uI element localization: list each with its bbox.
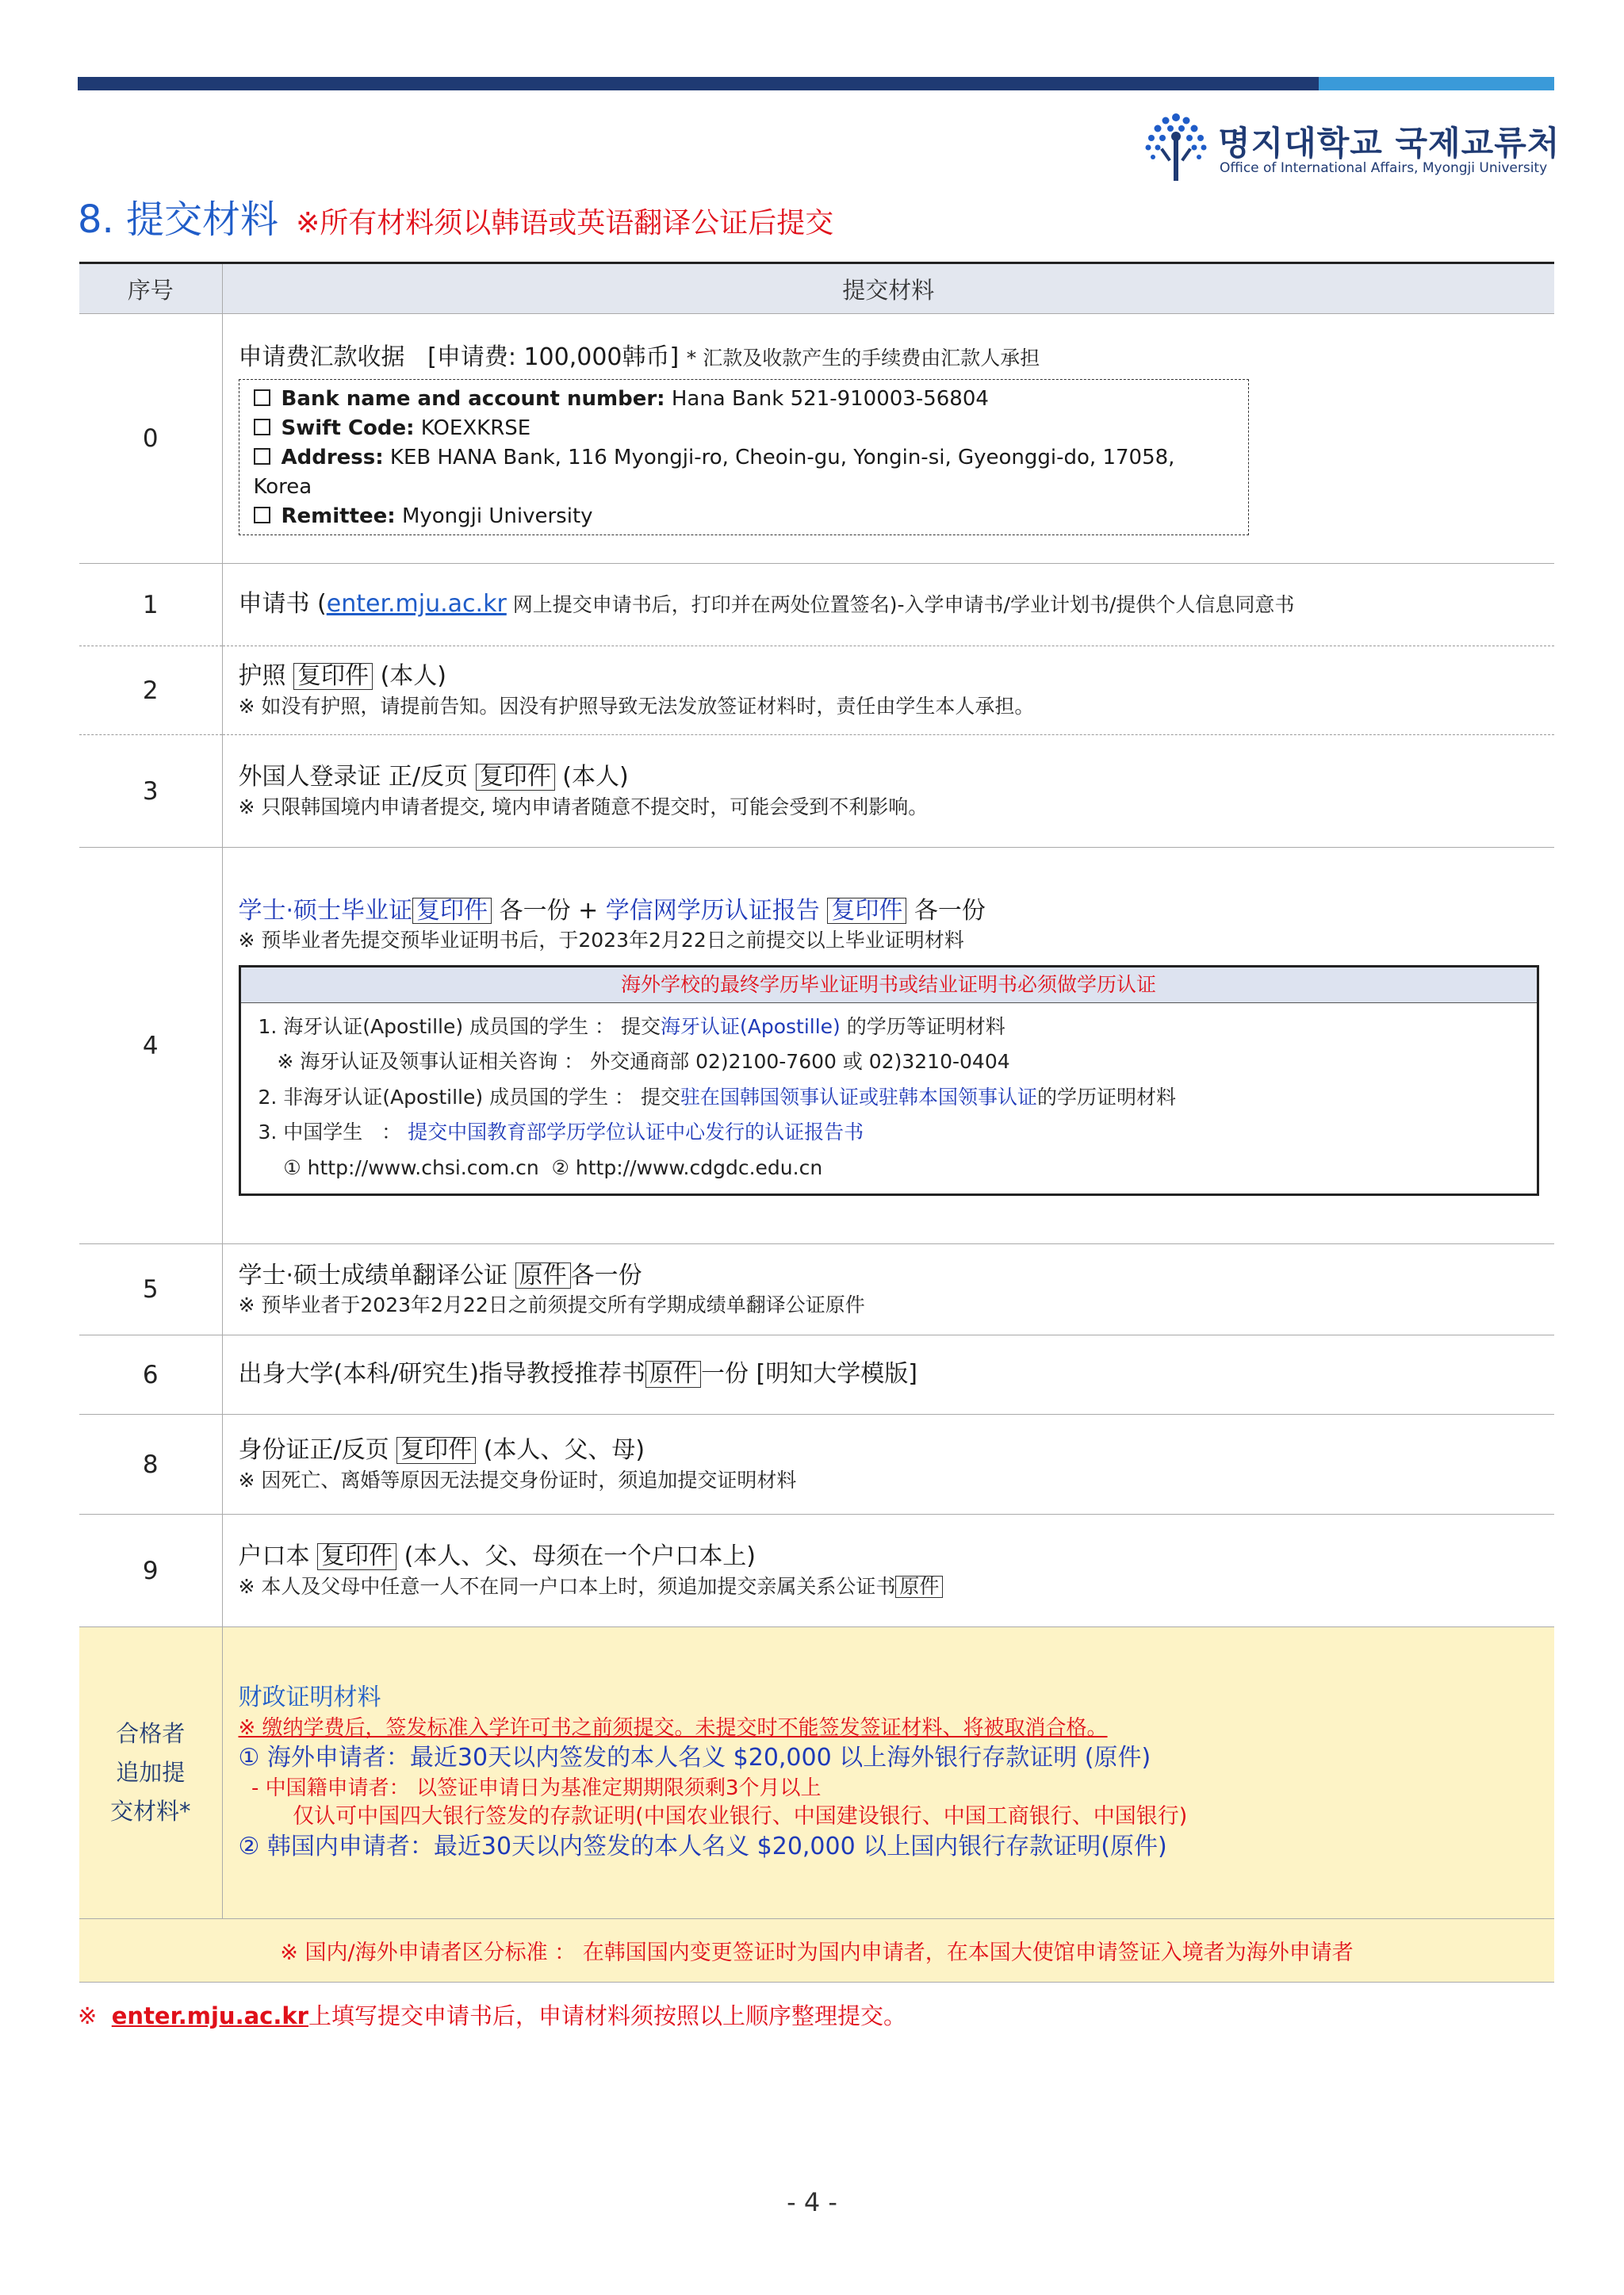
classification-note: ※ 国内/海外申请者区分标准 ： 在韩国国内变更签证时为国内申请者，在本国大使馆申请签证入境者为海外申请者: [79, 1919, 1554, 1983]
logo-english-text: Office of International Affairs, Myongji University: [1220, 160, 1548, 176]
row-number: 4: [79, 848, 222, 1244]
top-bar: [78, 77, 1554, 90]
row-content: 学士·硕士毕业证 复印件 各一份 + 学信网学历认证报告 复印件 各一份 ※ 预毕业者先提交预毕业证明书后，于2023年2月22日之前提交以上毕业证明材料 海外学校的最终学历毕业证明书或结业证明书必须做学历认证 1. 海牙认证(Apostille) 成员国的学生 ： 提交海牙认证(Apostille) 的学历等证明材料 ※ 海牙认证及领事认证相关咨询 ： 外交通商部 02)2100-7600 或 02)3210-0404 2. 非海牙认证(Apostille) 成员国的学生 ： 提交驻在国韩国领事认证或驻韩本国领事认证的学历证明材料 3. 中国学生 ： 提交中国教育部学历学位认证中心发行的认证报告书 ① http://www.chsi.com.cn ② http://www.cdgdc.edu.cn: [222, 848, 1554, 1244]
top-bar-dark: [78, 77, 1319, 90]
degree-verification-box: [239, 965, 1539, 1196]
row-content: 身份证正/反页 复印件 (本人、父、母) ※ 因死亡、离婚等原因无法提交身份证时，须追加提交证明材料: [222, 1415, 1554, 1515]
row-content: 学士·硕士成绩单翻译公证 原件 各一份 ※ 预毕业者于2023年2月22日之前须提交所有学期成绩单翻译公证原件: [222, 1244, 1554, 1335]
row-note: ※ 本人及父母中任意一人不在同一户口本上时，须追加提交亲属关系公证书 原件: [239, 1573, 1555, 1600]
table-row: [79, 735, 1554, 848]
header-number: 序号: [79, 263, 222, 314]
table-row: [79, 314, 1554, 564]
tree-logo-icon: [1142, 111, 1210, 182]
row-number: 9: [79, 1515, 222, 1627]
remittee-line: Remittee: Myongji University: [254, 502, 1237, 531]
footer-link[interactable]: enter.mju.ac.kr: [111, 2002, 308, 2029]
row-number: 3: [79, 735, 222, 848]
bank-line: Bank name and account number: Hana Bank 521-910003-56804: [254, 385, 1237, 414]
row-note: ※ 预毕业者先提交预毕业证明书后，于2023年2月22日之前提交以上毕业证明材料: [238, 929, 964, 952]
verification-box-body: 1. 海牙认证(Apostille) 成员国的学生 ： 提交海牙认证(Apostille) 的学历等证明材料 ※ 海牙认证及领事认证相关咨询 ： 外交通商部 02)2100-7600 或 02)3210-0404 2. 非海牙认证(Apostille) 成员国的学生 ： 提交驻在国韩国领事认证或驻韩本国领事认证的学历证明材料 3. 中国学生 ： 提交中国教育部学历学位认证中心发行的认证报告书 ① http://www.chsi.com.cn ② http://www.cdgdc.edu.cn: [241, 1003, 1537, 1194]
row-number: 0: [79, 314, 222, 564]
table-row: [79, 564, 1554, 646]
row-content: [222, 314, 1554, 564]
row-note: ※ 预毕业者于2023年2月22日之前须提交所有学期成绩单翻译公证原件: [238, 1293, 865, 1317]
fee-note: * 汇款及收款产生的手续费由汇款人承担: [686, 347, 1040, 370]
table-row: [79, 646, 1554, 735]
checkbox-icon: [254, 507, 270, 523]
row-note: ※ 只限韩国境内申请者提交, 境内申请者随意不提交时，可能会受到不利影响。: [238, 795, 929, 818]
checkbox-icon: [254, 389, 270, 406]
section-title: [78, 189, 833, 243]
table-row: [79, 1627, 1554, 1919]
checkbox-icon: [254, 419, 270, 435]
row-number: 6: [79, 1335, 222, 1415]
table-row: [79, 1244, 1554, 1335]
fee-amount: [申请费: 100,000韩币]: [427, 343, 680, 372]
table-row: [79, 1415, 1554, 1515]
row-number: 1: [79, 564, 222, 646]
table-header-row: [79, 263, 1554, 314]
fee-receipt-title: 申请费汇款收据: [238, 343, 405, 372]
section-heading: 8. 提交材料: [78, 197, 279, 242]
logo-korean-text: 명지대학교 국제교류처: [1218, 124, 1561, 163]
financial-proof-title: 财政证明材料: [238, 1684, 381, 1712]
row-content: 申请书 (enter.mju.ac.kr 网上提交申请书后，打印并在两处位置签名)-入学申请书/学业计划书/提供个人信息同意书: [222, 564, 1554, 646]
swift-line: Swift Code: KOEXKRSE: [254, 414, 1237, 443]
checkbox-icon: [254, 448, 270, 465]
university-logo: [1142, 111, 1561, 182]
row-number: 2: [79, 646, 222, 735]
row-number: 8: [79, 1415, 222, 1515]
row-note: ※ 因死亡、离婚等原因无法提交身份证时，须追加提交证明材料: [238, 1468, 797, 1492]
verification-links: ① http://www.chsi.com.cn ② http://www.cdgdc.edu.cn: [258, 1155, 823, 1179]
address-line: Address: KEB HANA Bank, 116 Myongji-ro, Cheoin-gu, Yongin-si, Gyeonggi-do, 17058, Korea: [253, 445, 1175, 499]
row-content: 出身大学(本科/研究生)指导教授推荐书 原件 一份 [明知大学模版]: [222, 1335, 1554, 1415]
application-link[interactable]: enter.mju.ac.kr: [326, 590, 507, 619]
table-row: [79, 848, 1554, 1244]
verification-box-header: 海外学校的最终学历毕业证明书或结业证明书必须做学历认证: [241, 967, 1537, 1003]
row-content: 户口本 复印件 (本人、父、母须在一个户口本上) ※ 本人及父母中任意一人不在同一户口本上时，须追加提交亲属关系公证书 原件: [222, 1515, 1554, 1627]
financial-warning: ※ 缴纳学费后，签发标准入学许可书之前须提交。未提交时不能签发签证材料、将被取消合格。: [238, 1715, 1108, 1740]
table-row: [79, 1919, 1554, 1983]
header-materials: 提交材料: [222, 263, 1554, 314]
table-row: [79, 1335, 1554, 1415]
top-bar-light: [1319, 77, 1554, 90]
extra-materials-label: 合格者 追加提 交材料*: [79, 1627, 222, 1919]
row-content: 护照 复印件 (本人) ※ 如没有护照，请提前告知。因没有护照导致无法发放签证材料时，责任由学生本人承担。: [222, 646, 1554, 735]
section-note: ※所有材料须以韩语或英语翻译公证后提交: [296, 207, 834, 239]
page-number: - 4 -: [787, 2187, 837, 2217]
table-row: [79, 1515, 1554, 1627]
materials-table: [79, 262, 1554, 1983]
footer-note: ※ enter.mju.ac.kr上填写提交申请书后，申请材料须按照以上顺序整理提交。: [78, 2002, 906, 2029]
financial-proof-content: 财政证明材料 ※ 缴纳学费后，签发标准入学许可书之前须提交。未提交时不能签发签证材料、将被取消合格。 ① 海外申请者：最近30天以内签发的本人名义 $20,000 以上海外银行存款证明 (原件) - 中国籍申请者： 以签证申请日为基准定期期限须剩3个月以上 仅认可中国四大银行签发的存款证明(中国农业银行、中国建设银行、中国工商银行、中国银行) ② 韩国内申请者：最近30天以内签发的本人名义 $20,000 以上国内银行存款证明(原件): [222, 1627, 1554, 1919]
row-content: 外国人登录证 正/反页 复印件 (本人) ※ 只限韩国境内申请者提交, 境内申请者随意不提交时，可能会受到不利影响。: [222, 735, 1554, 848]
row-note: ※ 如没有护照，请提前告知。因没有护照导致无法发放签证材料时，责任由学生本人承担。: [238, 694, 1035, 718]
bank-info-box: [239, 379, 1249, 535]
row-number: 5: [79, 1244, 222, 1335]
